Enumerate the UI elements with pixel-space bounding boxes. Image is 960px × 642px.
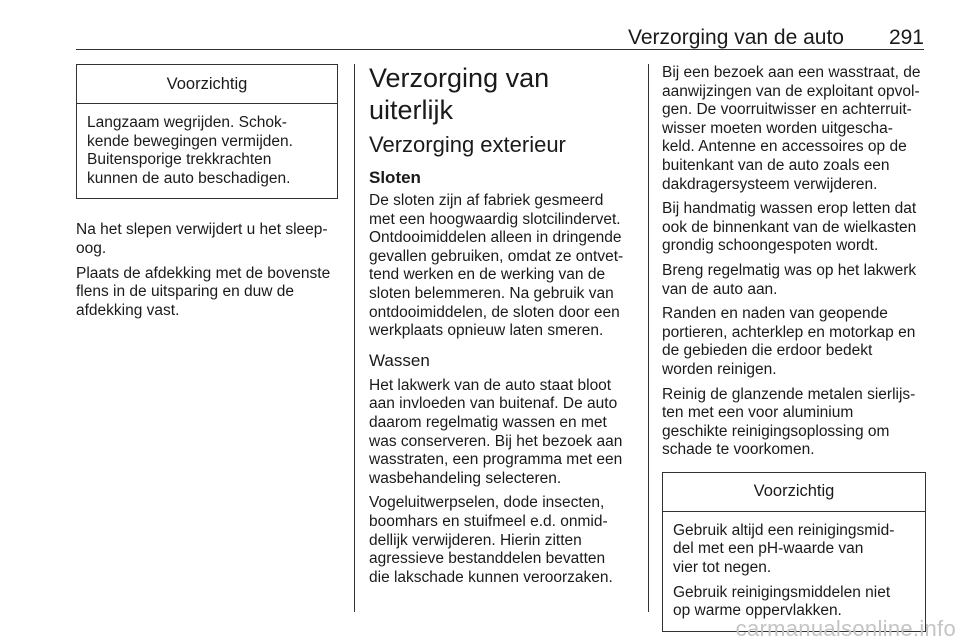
paragraph-hand-wash: Bij handmatig wassen erop letten dat ook de binnenkant van de wielkasten grondig schoongespoten wordt. xyxy=(662,200,917,255)
paragraph-edges: Randen en naden van geopende portieren, achterklep en motorkap en de gebieden die erdoor bedekt worden reinigen. xyxy=(662,305,916,378)
column-middle xyxy=(369,64,633,593)
column-divider-2 xyxy=(648,64,649,612)
caution-title: Voorzichtig xyxy=(77,65,337,104)
heading-wassen: Wassen xyxy=(369,350,430,370)
paragraph-wax: Breng regelmatig was op het lakwerk van de auto aan. xyxy=(662,261,917,298)
watermark: carmanualsonline.info xyxy=(735,616,956,641)
paragraph-towing-eye: Na het slepen verwijdert u het sleep- oog. xyxy=(76,221,328,257)
caution-text-warm: Gebruik reinigingsmiddelen niet op warme oppervlakken. xyxy=(673,583,891,620)
section-heading: Verzorging van uiterlijk xyxy=(369,63,550,125)
subsection-heading: Verzorging exterieur xyxy=(369,132,566,157)
column-right xyxy=(662,64,926,632)
caution-text-ph: Gebruik altijd een reinigingsmid- del met een pH-waarde van vier tot negen. xyxy=(673,521,895,577)
heading-sloten: Sloten xyxy=(369,168,421,187)
column-left xyxy=(76,64,338,326)
caution-box-cleaning xyxy=(662,472,926,632)
caution-text: Langzaam wegrijden. Schok- kende bewegingen vermijden. Buitensporige trekkrachten kunnen de auto beschadigen. xyxy=(87,114,293,187)
paragraph-wassen-1: Het lakwerk van de auto staat bloot aan invloeden van buitenaf. De auto daarom regelmatig wassen en met was conserveren. Bij het bezoek aan wasstraten, een programma met een wasbehandeling selecteren. xyxy=(369,376,623,487)
paragraph-cover: Plaats de afdekking met de bovenste flens in de uitsparing en duw de afdekking vast. xyxy=(76,264,331,319)
paragraph-sloten: De sloten zijn af fabriek gesmeerd met een hoogwaardig slotcilindervet. Ontdooimiddelen alleen in dringende gevallen gebruiken, omdat ze ontvet- tend werken en de werking van de sloten belemmeren. Na gebruik van ontdooimiddelen, de sloten door een werkplaats opnieuw laten smeren. xyxy=(369,192,624,340)
page-header xyxy=(76,18,924,50)
paragraph-wassen-2: Vogeluitwerpselen, dode insecten, boomhars en stuifmeel e.d. onmid- dellijk verwijderen. Hierin zitten agressieve bestanddelen bevatten die lakschade kunnen veroorzaken. xyxy=(369,494,613,586)
paragraph-car-wash: Bij een bezoek aan een wasstraat, de aanwijzingen van de exploitant opvol- gen. De voorruitwisser en achterruit- wisser moeten worden uitgescha- keld. Antenne en accessoires op de buitenkant van de auto zoals een dakdragersysteem verwijderen. xyxy=(662,64,921,193)
column-divider-1 xyxy=(354,64,355,612)
chapter-title: Verzorging van de auto xyxy=(628,26,844,49)
page-number: 291 xyxy=(888,26,924,49)
caution-box xyxy=(76,64,338,199)
caution-title-cleaning: Voorzichtig xyxy=(663,473,925,512)
paragraph-trim: Reinig de glanzende metalen sierlijs- ten met een voor aluminium geschikte reinigingsoplossing om schade te voorkomen. xyxy=(662,385,916,459)
